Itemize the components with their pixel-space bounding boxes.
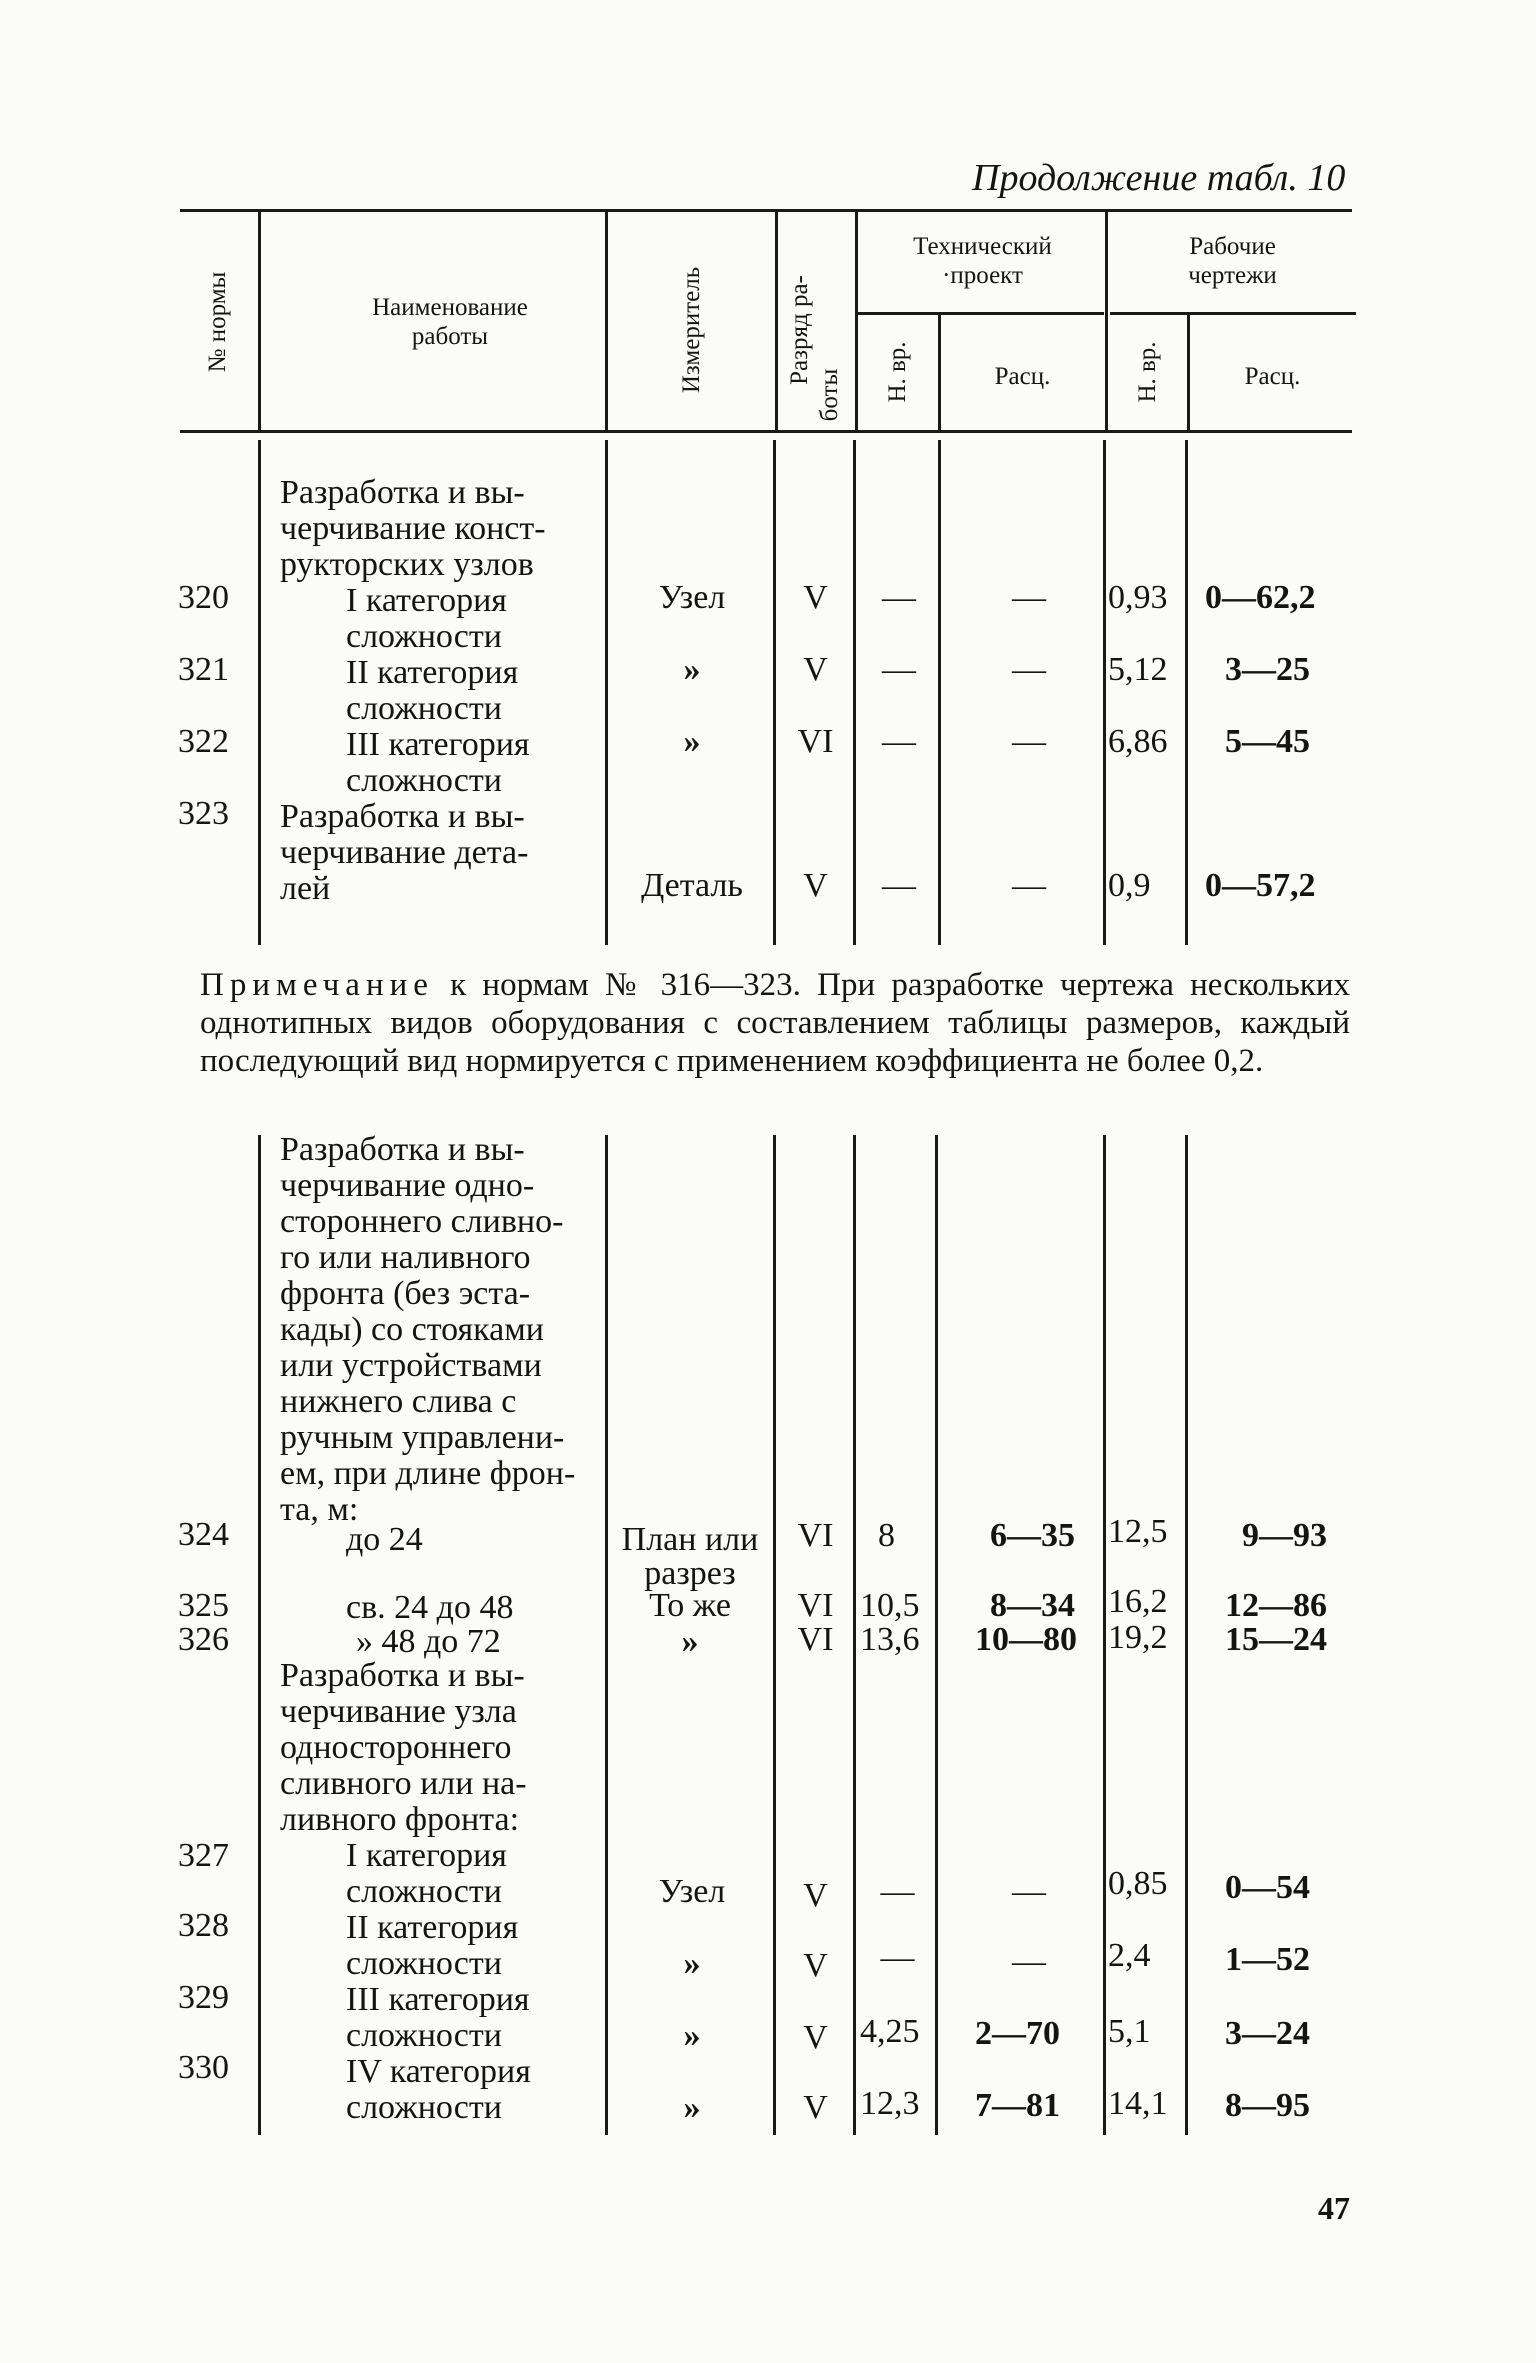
hdr-work-hvr: Н. вр. [1134,341,1161,403]
row-326-rc-hvr: 19,2 [1108,1619,1168,1656]
footnote-label: Примечание [200,967,434,1003]
row-320-num: 320 [178,579,229,616]
s2-row330-name1: IV категория [346,2053,531,2090]
s2-row329-name2: сложности [346,2017,502,2054]
s1-row322-name1: III категория [346,726,530,763]
row-323-rc-hvr: 0,9 [1108,867,1151,904]
row-321-unit: » [683,651,701,688]
s1-sep-5 [938,440,941,945]
row-330-num: 330 [178,2049,229,2086]
row-330-unit: » [683,2089,701,2126]
s1-heading-line3: рукторских узлов [280,546,534,583]
row-327-unit: Узел [658,1873,726,1910]
s1-row321-name1: II категория [346,654,519,691]
s2-heading2-line2: черчивание узла [280,1693,517,1730]
s2-heading-line3: стороннего сливно- [280,1203,564,1240]
work-group-rule [1110,312,1356,315]
row-324-num: 324 [178,1516,229,1553]
row-327-tp-rasc: — [1012,1873,1046,1910]
row-320-unit: Узел [658,579,726,616]
s1-sep-3 [773,440,776,945]
s1-row320-name2: сложности [346,618,502,655]
s2-sep-6 [1103,1135,1106,2135]
s2-sep-5 [935,1135,938,2135]
s2-row330-name2: сложности [346,2089,502,2126]
row-329-rc-rasc: 3—24 [1225,2015,1310,2052]
row-326-name: » 48 до 72 [356,1623,501,1660]
page-number: 47 [1318,2190,1350,2226]
row-325-name: св. 24 до 48 [346,1589,514,1626]
header-bottom-rule [180,430,1352,433]
row-322-rc-hvr: 6,86 [1108,723,1168,760]
hdr-work [1110,232,1355,290]
s2-heading-line1: Разработка и вы- [280,1131,525,1168]
row-326-tp-rasc: 10—80 [975,1621,1077,1658]
tech-group-rule [858,312,1104,315]
row-320-tp-hvr: — [882,579,916,616]
s1-heading-line1: Разработка и вы- [280,474,525,511]
row-330-rc-rasc: 8—95 [1225,2087,1310,2124]
row-321-rc-hvr: 5,12 [1108,651,1168,688]
row-326-rc-rasc: 15—24 [1225,1621,1327,1658]
row-327-num: 327 [178,1837,229,1874]
hdr-tech-line1: Технический [913,233,1052,260]
s2-heading2-line3: одностороннего [280,1729,512,1766]
row-330-rc-hvr: 14,1 [1108,2085,1168,2122]
s1-row321-name2: сложности [346,690,502,727]
row-325-rc-rasc: 12—86 [1225,1587,1327,1624]
row-321-num: 321 [178,651,229,688]
s2-heading-line6: кады) со стояками [280,1311,544,1348]
s2-sep-1 [258,1135,261,2135]
s2-row329-name1: III категория [346,1981,530,2018]
row-324-tp-rasc: 6—35 [990,1517,1075,1554]
s2-heading-line10: ем, при длине фрон- [280,1455,576,1492]
row-329-tp-hvr: 4,25 [860,2013,920,2050]
row-320-rc-hvr: 0,93 [1108,579,1168,616]
row-327-rc-hvr: 0,85 [1108,1865,1168,1902]
s1-sep-1 [258,440,261,945]
s2-heading2-line4: сливного или на- [280,1765,527,1802]
row-329-num: 329 [178,1979,229,2016]
row-322-tp-rasc: — [1012,723,1046,760]
hdr-tech-rasc: Расц. [994,363,1051,390]
hdr-tech-line2: ·проект [942,262,1023,289]
row-323-tp-rasc: — [1012,867,1046,904]
hdr-sep-4 [855,212,858,430]
row-324-rank: VI [797,1517,834,1554]
s1-sep-2 [605,440,608,945]
row-320-tp-rasc: — [1012,579,1046,616]
row-321-rank: V [803,651,828,688]
hdr-work-line1: Рабочие [1189,233,1276,260]
row-328-unit: » [683,1945,701,1982]
s2-heading-line8: нижнего слива с [280,1383,517,1420]
row-326-rank: VI [797,1621,834,1658]
footnote-text: к нормам № 316—323. При разработке чертежа нескольких однотипных видов оборудования с составлением таблицы размеров, каждый последующий вид нормируется с применением коэффициента не более 0,2. [200,967,1351,1079]
table-caption: Продолжение табл. 10 [972,157,1346,199]
footnote [200,966,1350,1080]
s1-row323-name3: лей [280,870,331,907]
row-325-num: 325 [178,1587,229,1624]
row-322-unit: » [683,723,701,760]
row-322-tp-hvr: — [882,723,916,760]
row-320-rc-rasc: 0—62,2 [1205,579,1316,616]
hdr-norm: № нормы [204,271,231,373]
hdr-sep-6 [1105,212,1108,430]
row-330-rank: V [803,2089,828,2126]
row-322-rc-rasc: 5—45 [1225,723,1310,760]
row-326-num: 326 [178,1621,229,1658]
row-325-tp-hvr: 10,5 [860,1587,920,1624]
s1-heading [280,475,593,907]
s2-heading-line7: или устройствами [280,1347,542,1384]
s2-heading2 [280,1658,593,2126]
row-326-tp-hvr: 13,6 [860,1621,920,1658]
hdr-work-rasc: Расц. [1244,363,1301,390]
row-324-name: до 24 [346,1521,423,1558]
hdr-sep-3 [775,212,778,430]
row-323-tp-hvr: — [882,867,916,904]
row-325-tp-rasc: 8—34 [990,1587,1075,1624]
row-325-rc-hvr: 16,2 [1108,1583,1168,1620]
row-328-rank: V [803,1947,828,1984]
hdr-name-line2: работы [411,323,489,350]
row-322-num: 322 [178,723,229,760]
s2-heading-line11: та, м: [280,1491,359,1528]
hdr-sep-7 [1187,315,1190,430]
hdr-work-line2: чертежи [1188,262,1277,289]
s1-row323-name2: черчивание дета- [280,834,529,871]
s1-row323-name1: Разработка и вы- [280,798,525,835]
row-328-tp-hvr: — [880,1939,915,1976]
s1-sep-7 [1185,440,1188,945]
header-top-rule [180,209,1352,212]
row-328-num: 328 [178,1907,229,1944]
s2-heading2-line5: ливного фронта: [280,1801,520,1838]
row-328-rc-hvr: 2,4 [1108,1937,1151,1974]
s2-row328-name2: сложности [346,1945,502,1982]
row-322-rank: VI [797,723,834,760]
row-329-tp-rasc: 2—70 [975,2015,1060,2052]
row-329-rc-hvr: 5,1 [1108,2013,1151,2050]
s1-heading-line2: черчивание конст- [280,510,546,547]
s2-heading-line2: черчивание одно- [280,1167,535,1204]
s1-row322-name2: сложности [346,762,502,799]
hdr-tech [860,232,1105,290]
row-330-tp-rasc: 7—81 [975,2087,1060,2124]
row-324-rc-hvr: 12,5 [1108,1513,1168,1550]
hdr-tech-hvr: Н. вр. [884,341,911,403]
row-324-tp-hvr: 8 [878,1517,895,1554]
row-323-rank: V [803,867,828,904]
s1-sep-6 [1103,440,1106,945]
hdr-name [300,293,600,351]
row-324-unit-2: разрез [644,1555,736,1592]
s2-heading-line9: ручным управлени- [280,1419,565,1456]
s2-heading [280,1132,593,1528]
hdr-sep-2 [605,212,608,430]
s2-row327-name1: I категория [346,1837,507,1874]
row-327-rc-rasc: 0—54 [1225,1869,1310,1906]
row-329-unit: » [683,2017,701,2054]
hdr-rank-l1: Разряд ра- [786,275,813,385]
s2-sep-4 [853,1135,856,2135]
row-321-rc-rasc: 3—25 [1225,651,1310,688]
row-327-rank: V [803,1877,828,1914]
s2-heading2-line1: Разработка и вы- [280,1657,525,1694]
hdr-sep-5 [938,315,941,430]
row-326-unit: » [681,1623,699,1660]
s2-row328-name1: II категория [346,1909,519,1946]
s2-heading-line5: фронта (без эста- [280,1275,531,1312]
row-327-tp-hvr: — [880,1873,915,1910]
row-325-rank: VI [797,1587,834,1624]
row-328-rc-rasc: 1—52 [1225,1941,1310,1978]
row-328-tp-rasc: — [1012,1943,1046,1980]
s2-row327-name2: сложности [346,1873,502,1910]
row-323-num: 323 [178,795,229,832]
row-324-rc-rasc: 9—93 [1242,1517,1327,1554]
hdr-sep-1 [258,212,261,430]
s2-heading-line4: го или наливного [280,1239,531,1276]
row-320-rank: V [803,579,828,616]
s2-sep-7 [1185,1135,1188,2135]
row-323-unit: Деталь [641,867,743,904]
row-330-tp-hvr: 12,3 [860,2085,920,2122]
row-323-rc-rasc: 0—57,2 [1205,867,1316,904]
hdr-unit: Измеритель [678,266,705,394]
hdr-name-line1: Наименование [372,294,528,321]
hdr-rank-l2: боты [816,368,843,422]
row-321-tp-hvr: — [882,651,916,688]
row-321-tp-rasc: — [1012,651,1046,688]
row-325-unit: То же [649,1587,731,1624]
row-324-unit-1: План или [621,1521,759,1558]
row-329-rank: V [803,2019,828,2056]
s1-sep-4 [853,440,856,945]
s1-row320-name1: I категория [346,582,507,619]
